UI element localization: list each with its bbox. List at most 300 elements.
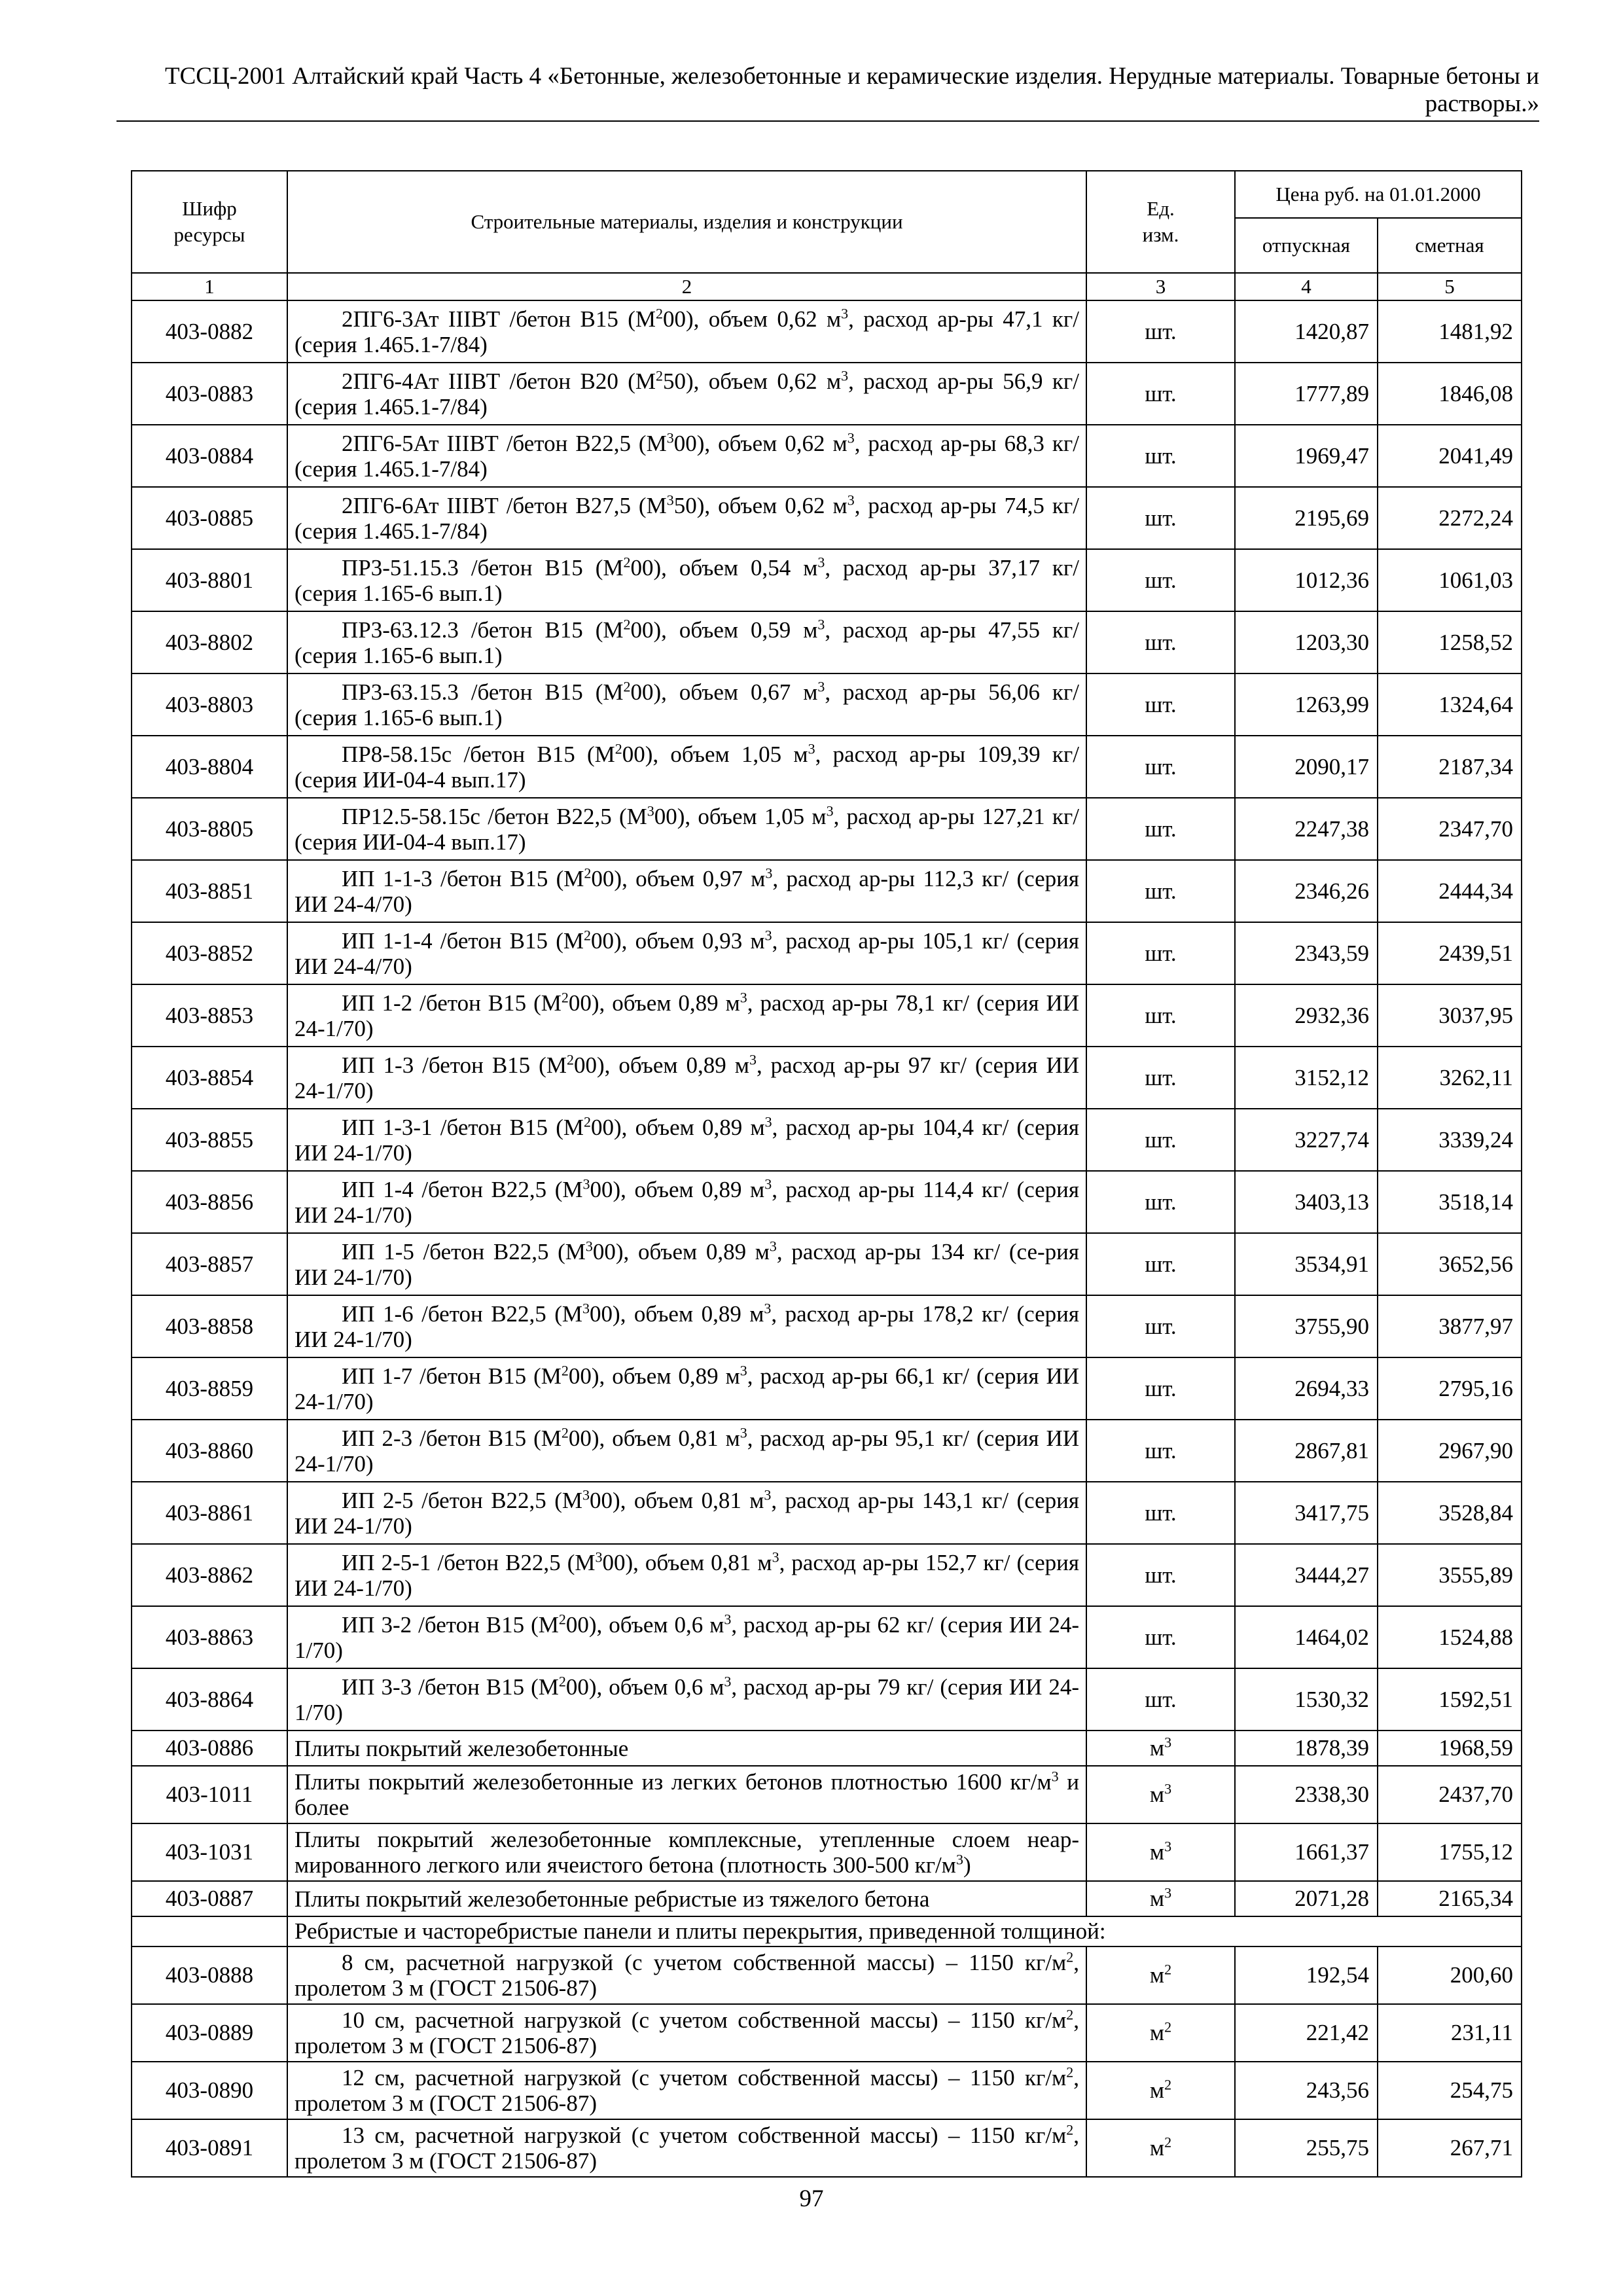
estimate-price: 3037,95 [1378, 984, 1522, 1047]
column-number: 1 [132, 273, 287, 300]
resource-code: 403-8857 [132, 1233, 287, 1295]
table-row [132, 922, 1522, 984]
description-text: 00), объем 0,81 м [590, 1487, 764, 1513]
superscript: 2 [1164, 2076, 1172, 2093]
material-description [287, 1357, 1086, 1420]
material-description [287, 1109, 1086, 1171]
unit-cell [1086, 1357, 1235, 1420]
description-text: , расход ар-ры 47,1 кг/ (серия 1.465.1-7/84) [294, 306, 1079, 357]
description-text: 00), объем 0,62 м [673, 430, 847, 456]
unit-cell [1086, 1047, 1235, 1109]
superscript: 3 [764, 1486, 772, 1503]
release-price: 1012,36 [1235, 549, 1378, 611]
unit-cell [1086, 363, 1235, 425]
description-text: ИП 3-2 /бетон В15 (М [342, 1611, 559, 1638]
description-text: и более [294, 1769, 1079, 1820]
table-row [132, 611, 1522, 673]
estimate-price: 1324,64 [1378, 673, 1522, 736]
header-unit-line1: Ед. [1147, 197, 1175, 220]
estimate-price: 1258,52 [1378, 611, 1522, 673]
resource-code: 403-8801 [132, 549, 287, 611]
superscript: 3 [1164, 1780, 1172, 1797]
table-row [132, 1109, 1522, 1171]
superscript: 3 [955, 1851, 963, 1868]
section-row [132, 1916, 1522, 1946]
table-row [132, 1233, 1522, 1295]
table-row [132, 1766, 1522, 1823]
material-description [287, 611, 1086, 673]
description-text: 2ПГ6-3Ат IIIВТ /бетон В15 (М [342, 306, 656, 332]
description-text: , расход ар-ры 143,1 кг/ (серия ИИ 24-1/70) [294, 1487, 1079, 1539]
resource-code: 403-0883 [132, 363, 287, 425]
description-text: 12 см, расчетной нагрузкой (с учетом собственной массы) – 1150 кг/м [342, 2065, 1067, 2090]
superscript: 2 [561, 1361, 569, 1378]
estimate-price: 1968,59 [1378, 1731, 1522, 1766]
superscript: 2 [561, 1424, 569, 1441]
description-text: ИП 1-5 /бетон В22,5 (М [342, 1238, 586, 1265]
unit-cell [1086, 1171, 1235, 1233]
description-text: , расход ар-ры 112,3 кг/ (серия ИИ 24-4/70) [294, 865, 1080, 917]
resource-code: 403-0884 [132, 425, 287, 487]
resource-code: 403-0887 [132, 1881, 287, 1916]
description-text: 00), объем 0,6 м [565, 1611, 724, 1638]
description-text: 00), объем 0,59 м [630, 617, 818, 643]
description-text: Плиты покрытий железобетонные комплексные, утепленные слоем неар-мированного легкого или ячеистого бетона (плотность 300-500 кг/м [294, 1827, 1079, 1878]
superscript: 3 [772, 1548, 779, 1565]
unit-text: шт. [1145, 442, 1177, 469]
description-text: ИП 1-3-1 /бетон В15 (М [342, 1114, 584, 1140]
table-row [132, 363, 1522, 425]
header-unit-line2: изм. [1142, 223, 1179, 246]
description-text: 00), объем 0,6 м [565, 1674, 724, 1700]
estimate-price: 200,60 [1378, 1946, 1522, 2004]
table-row [132, 1731, 1522, 1766]
material-description [287, 1766, 1086, 1823]
resource-code: 403-8864 [132, 1668, 287, 1731]
description-text: 50), объем 0,62 м [663, 368, 842, 394]
description-text: 00), объем 0,81 м [568, 1425, 740, 1451]
resource-code: 403-0886 [132, 1731, 287, 1766]
description-text: ИП 1-1-3 /бетон В15 (М [342, 865, 584, 891]
superscript: 3 [841, 367, 849, 384]
release-price: 3403,13 [1235, 1171, 1378, 1233]
material-description [287, 984, 1086, 1047]
description-text: ИП 3-3 /бетон В15 (М [342, 1674, 559, 1700]
material-description [287, 2004, 1086, 2062]
description-text: 00), объем 0,89 м [590, 1300, 764, 1327]
header-name: Строительные материалы, изделия и конструкции [287, 171, 1086, 273]
table-row [132, 2062, 1522, 2119]
description-text: 2ПГ6-6Ат IIIВТ /бетон В27,5 (М [342, 492, 667, 518]
description-text: , пролетом 3 м (ГОСТ 21506-87) [294, 2065, 1079, 2116]
unit-text: шт. [1145, 1375, 1177, 1401]
description-text: Плиты покрытий железобетонные из легких бетонов плотностью 1600 кг/м [294, 1769, 1052, 1795]
superscript: 2 [1164, 2018, 1172, 2036]
page-number: 97 [799, 2185, 824, 2212]
description-text: 00), объем 0,89 м [592, 1238, 770, 1265]
superscript: 2 [561, 988, 569, 1005]
table-row [132, 1482, 1522, 1544]
superscript: 3 [847, 491, 855, 508]
unit-text: шт. [1145, 629, 1177, 655]
header-divider [116, 120, 1539, 122]
description-text: ) [963, 1852, 971, 1878]
unit-text: шт. [1145, 567, 1177, 593]
superscript: 3 [1164, 1884, 1172, 1901]
estimate-price: 3518,14 [1378, 1171, 1522, 1233]
material-description [287, 1295, 1086, 1357]
superscript: 2 [623, 677, 631, 694]
unit-cell [1086, 673, 1235, 736]
material-description [287, 1171, 1086, 1233]
superscript: 3 [764, 926, 772, 943]
superscript: 3 [1051, 1768, 1059, 1785]
release-price: 3152,12 [1235, 1047, 1378, 1109]
table-row [132, 1171, 1522, 1233]
unit-cell [1086, 1731, 1235, 1766]
description-text: ИП 2-5-1 /бетон В22,5 (М [342, 1549, 596, 1575]
resource-code: 403-8856 [132, 1171, 287, 1233]
release-price: 2346,26 [1235, 860, 1378, 922]
estimate-price: 3528,84 [1378, 1482, 1522, 1544]
unit-text: шт. [1145, 318, 1177, 344]
description-text: 2ПГ6-5Ат IIIВТ /бетон В22,5 (М [342, 430, 667, 456]
material-description [287, 798, 1086, 860]
description-text: , расход ар-ры 109,39 кг/ (серия ИИ-04-4 вып.17) [294, 741, 1079, 793]
unit-text: шт. [1145, 753, 1177, 780]
table-row [132, 300, 1522, 363]
resource-code: 403-0891 [132, 2119, 287, 2177]
description-text: 10 см, расчетной нагрузкой (с учетом собственной массы) – 1150 кг/м [342, 2007, 1067, 2033]
table-row [132, 1668, 1522, 1731]
table-row [132, 1420, 1522, 1482]
unit-cell [1086, 611, 1235, 673]
table-row [132, 1946, 1522, 2004]
superscript: 2 [1066, 2006, 1074, 2023]
superscript: 3 [582, 1486, 590, 1503]
estimate-price: 3877,97 [1378, 1295, 1522, 1357]
description-text: , расход ар-ры 95,1 кг/ (серия ИИ 24-1/70) [294, 1425, 1079, 1477]
description-text: , пролетом 3 м (ГОСТ 21506-87) [294, 2123, 1079, 2174]
resource-code: 403-8853 [132, 984, 287, 1047]
unit-text: м [1149, 1886, 1165, 1911]
estimate-price: 2437,70 [1378, 1766, 1522, 1823]
description-text: , расход ар-ры 66,1 кг/ (серия ИИ 24-1/70) [294, 1363, 1079, 1414]
superscript: 3 [724, 1610, 732, 1627]
release-price: 1969,47 [1235, 425, 1378, 487]
unit-text: шт. [1145, 691, 1177, 717]
material-description [287, 1047, 1086, 1109]
table-row [132, 673, 1522, 736]
release-price: 192,54 [1235, 1946, 1378, 2004]
description-text: 00), объем 1,05 м [654, 803, 827, 829]
unit-text: м [1149, 2077, 1165, 2103]
description-text: Плиты покрытий железобетонные [294, 1735, 629, 1761]
description-text: ПР3-63.12.3 /бетон В15 (М [342, 617, 624, 643]
unit-cell [1086, 2119, 1235, 2177]
table-row [132, 2119, 1522, 2177]
description-text: Плиты покрытий железобетонные ребристые из тяжелого бетона [294, 1886, 930, 1912]
description-text: , пролетом 3 м (ГОСТ 21506-87) [294, 2007, 1079, 2058]
resource-code: 403-8855 [132, 1109, 287, 1171]
estimate-price: 1592,51 [1378, 1668, 1522, 1731]
release-price: 2247,38 [1235, 798, 1378, 860]
superscript: 2 [623, 553, 631, 570]
description-text: , расход ар-ры 47,55 кг/ (серия 1.165-6 вып.1) [294, 617, 1079, 668]
description-text: ПР3-51.15.3 /бетон В15 (М [342, 554, 624, 581]
unit-cell [1086, 1109, 1235, 1171]
superscript: 2 [1066, 2064, 1074, 2081]
unit-text: шт. [1145, 1624, 1177, 1650]
table-body [132, 300, 1522, 2177]
release-price: 1777,89 [1235, 363, 1378, 425]
description-text: , расход ар-ры 79 кг/ (серия ИИ 24-1/70) [294, 1674, 1079, 1725]
unit-text: шт. [1145, 1126, 1177, 1153]
estimate-price: 1061,03 [1378, 549, 1522, 611]
material-description [287, 1544, 1086, 1606]
superscript: 3 [765, 864, 773, 881]
superscript: 2 [584, 864, 592, 881]
estimate-price: 2444,34 [1378, 860, 1522, 922]
material-description [287, 736, 1086, 798]
estimate-price: 1481,92 [1378, 300, 1522, 363]
resource-code: 403-8860 [132, 1420, 287, 1482]
superscript: 2 [558, 1672, 566, 1689]
table-row [132, 860, 1522, 922]
release-price: 2343,59 [1235, 922, 1378, 984]
description-text: 50), объем 0,62 м [673, 492, 847, 518]
superscript: 3 [582, 1299, 590, 1316]
header-price-group: Цена руб. на 01.01.2000 [1235, 171, 1522, 218]
resource-code: 403-8859 [132, 1357, 287, 1420]
estimate-price: 2272,24 [1378, 487, 1522, 549]
description-text: ИП 2-3 /бетон В15 (М [342, 1425, 562, 1451]
description-text: , расход ар-ры 37,17 кг/ (серия 1.165-6 вып.1) [294, 554, 1079, 606]
material-description [287, 673, 1086, 736]
unit-text: шт. [1145, 878, 1177, 904]
description-text: , расход ар-ры 104,4 кг/ (серия ИИ 24-1/70) [294, 1114, 1079, 1166]
estimate-price: 2347,70 [1378, 798, 1522, 860]
superscript: 2 [656, 367, 663, 384]
unit-cell [1086, 798, 1235, 860]
material-description [287, 922, 1086, 984]
description-text: , расход ар-ры 127,21 кг/ (серия ИИ-04-4 вып.17) [294, 803, 1079, 855]
superscript: 2 [1066, 2121, 1074, 2138]
estimate-price: 231,11 [1378, 2004, 1522, 2062]
column-number: 2 [287, 273, 1086, 300]
release-price: 243,56 [1235, 2062, 1378, 2119]
material-description [287, 2119, 1086, 2177]
resource-code: 403-0890 [132, 2062, 287, 2119]
estimate-price: 2439,51 [1378, 922, 1522, 984]
unit-cell [1086, 736, 1235, 798]
superscript: 3 [585, 1237, 593, 1254]
column-number: 5 [1378, 273, 1522, 300]
description-text: ПР12.5-58.15с /бетон В22,5 (М [342, 803, 647, 829]
superscript: 3 [749, 1050, 757, 1067]
description-text: ИП 2-5 /бетон В22,5 (М [342, 1487, 583, 1513]
description-text: 00), объем 0,89 м [590, 1114, 765, 1140]
material-description [287, 1606, 1086, 1668]
table-row [132, 1881, 1522, 1916]
material-description [287, 549, 1086, 611]
release-price: 2694,33 [1235, 1357, 1378, 1420]
superscript: 2 [1164, 2134, 1172, 2151]
description-text: ИП 1-6 /бетон В22,5 (М [342, 1300, 583, 1327]
material-description [287, 363, 1086, 425]
superscript: 3 [595, 1548, 603, 1565]
resource-code: 403-1031 [132, 1823, 287, 1881]
material-description [287, 860, 1086, 922]
description-text: ИП 1-4 /бетон В22,5 (М [342, 1176, 583, 1202]
description-text: ИП 1-3 /бетон В15 (М [342, 1052, 567, 1078]
description-text: ИП 1-7 /бетон В15 (М [342, 1363, 562, 1389]
running-header-line1: ТССЦ-2001 Алтайский край Часть 4 «Бетонные, железобетонные и керамические изделия. Нерудные материалы. Товарные бетоны и [164, 63, 1539, 90]
resource-code: 403-1011 [132, 1766, 287, 1823]
superscript: 3 [666, 491, 674, 508]
release-price: 1530,32 [1235, 1668, 1378, 1731]
description-text: , расход ар-ры 68,3 кг/ (серия 1.465.1-7/84) [294, 430, 1079, 482]
estimate-price: 3652,56 [1378, 1233, 1522, 1295]
description-text: , расход ар-ры 78,1 кг/ (серия ИИ 24-1/70) [294, 990, 1079, 1041]
estimate-price: 2967,90 [1378, 1420, 1522, 1482]
unit-text: шт. [1145, 1499, 1177, 1526]
column-number-row [132, 273, 1522, 300]
resource-code: 403-8861 [132, 1482, 287, 1544]
release-price: 2867,81 [1235, 1420, 1378, 1482]
description-text: 00), объем 0,97 м [591, 865, 766, 891]
unit-text: шт. [1145, 1064, 1177, 1090]
description-text: 00), объем 0,81 м [602, 1549, 772, 1575]
unit-text: шт. [1145, 1437, 1177, 1463]
superscript: 3 [647, 802, 654, 819]
superscript: 3 [666, 429, 674, 446]
unit-cell [1086, 549, 1235, 611]
unit-text: шт. [1145, 940, 1177, 966]
description-text: 8 см, расчетной нагрузкой (с учетом собственной массы) – 1150 кг/м [342, 1950, 1067, 1975]
release-price: 255,75 [1235, 2119, 1378, 2177]
description-text: ПР3-63.15.3 /бетон В15 (М [342, 679, 624, 705]
superscript: 2 [558, 1610, 566, 1627]
superscript: 2 [615, 740, 622, 757]
description-text: , расход ар-ры 74,5 кг/ (серия 1.465.1-7/84) [294, 492, 1079, 544]
description-text: 13 см, расчетной нагрузкой (с учетом собственной массы) – 1150 кг/м [342, 2123, 1067, 2148]
unit-cell [1086, 2004, 1235, 2062]
unit-text: шт. [1145, 1251, 1177, 1277]
unit-text: шт. [1145, 1686, 1177, 1712]
superscript: 3 [740, 1424, 747, 1441]
superscript: 2 [1164, 1961, 1172, 1978]
release-price: 2090,17 [1235, 736, 1378, 798]
release-price: 2195,69 [1235, 487, 1378, 549]
estimate-price: 2187,34 [1378, 736, 1522, 798]
release-price: 1464,02 [1235, 1606, 1378, 1668]
release-price: 2932,36 [1235, 984, 1378, 1047]
section-title: Ребристые и часторебристые панели и плиты перекрытия, приведенной толщиной: [287, 1916, 1522, 1946]
resource-code: 403-0882 [132, 300, 287, 363]
unit-text: шт. [1145, 816, 1177, 842]
superscript: 2 [583, 926, 591, 943]
superscript: 3 [808, 740, 815, 757]
unit-text: шт. [1145, 380, 1177, 406]
material-description [287, 1881, 1086, 1916]
unit-text: м [1149, 2020, 1165, 2045]
unit-cell [1086, 1482, 1235, 1544]
release-price: 1661,37 [1235, 1823, 1378, 1881]
resource-code: 403-8863 [132, 1606, 287, 1668]
description-text: ИП 1-2 /бетон В15 (М [342, 990, 562, 1016]
unit-cell [1086, 1946, 1235, 2004]
unit-text: шт. [1145, 1002, 1177, 1028]
header-code-line2: ресурсы [173, 223, 245, 246]
unit-cell [1086, 922, 1235, 984]
description-text: 00), объем 0,62 м [663, 306, 842, 332]
resource-code: 403-0889 [132, 2004, 287, 2062]
unit-cell [1086, 300, 1235, 363]
unit-text: м [1149, 1735, 1165, 1761]
resource-code: 403-8802 [132, 611, 287, 673]
superscript: 3 [1164, 1838, 1172, 1855]
column-number: 4 [1235, 273, 1378, 300]
superscript: 3 [740, 988, 747, 1005]
table-row [132, 2004, 1522, 2062]
superscript: 2 [566, 1050, 574, 1067]
estimate-price: 1755,12 [1378, 1823, 1522, 1881]
estimate-price: 2165,34 [1378, 1881, 1522, 1916]
superscript: 3 [817, 615, 825, 632]
estimate-price: 2795,16 [1378, 1357, 1522, 1420]
superscript: 3 [1164, 1734, 1172, 1751]
description-text: , расход ар-ры 56,9 кг/ (серия 1.465.1-7/84) [294, 368, 1079, 420]
material-description [287, 2062, 1086, 2119]
running-header [116, 63, 1539, 118]
resource-code: 403-0885 [132, 487, 287, 549]
unit-cell [1086, 1668, 1235, 1731]
superscript: 3 [826, 802, 834, 819]
material-description [287, 425, 1086, 487]
table-row [132, 549, 1522, 611]
release-price: 2338,30 [1235, 1766, 1378, 1823]
release-price: 221,42 [1235, 2004, 1378, 2062]
description-text: 00), объем 0,89 м [590, 1176, 765, 1202]
header-estimate-price: сметная [1378, 218, 1522, 273]
resource-code: 403-8852 [132, 922, 287, 984]
release-price: 3534,91 [1235, 1233, 1378, 1295]
table-row [132, 487, 1522, 549]
description-text: 2ПГ6-4Ат IIIВТ /бетон В20 (М [342, 368, 656, 394]
superscript: 3 [764, 1175, 772, 1192]
unit-text: м [1149, 1962, 1165, 1988]
unit-cell [1086, 1606, 1235, 1668]
description-text: 00), объем 0,89 м [568, 990, 740, 1016]
running-header-line2: растворы.» [1425, 90, 1539, 117]
unit-text: шт. [1145, 1313, 1177, 1339]
estimate-price: 3339,24 [1378, 1109, 1522, 1171]
estimate-price: 267,71 [1378, 2119, 1522, 2177]
estimate-price: 254,75 [1378, 2062, 1522, 2119]
superscript: 3 [764, 1113, 772, 1130]
resource-code: 403-8854 [132, 1047, 287, 1109]
header-code [132, 171, 287, 273]
price-table [131, 170, 1522, 2178]
table-row [132, 425, 1522, 487]
superscript: 3 [764, 1299, 772, 1316]
table-row [132, 736, 1522, 798]
unit-cell [1086, 1420, 1235, 1482]
description-text: 00), объем 0,89 м [568, 1363, 740, 1389]
resource-code: 403-8862 [132, 1544, 287, 1606]
estimate-price: 1846,08 [1378, 363, 1522, 425]
